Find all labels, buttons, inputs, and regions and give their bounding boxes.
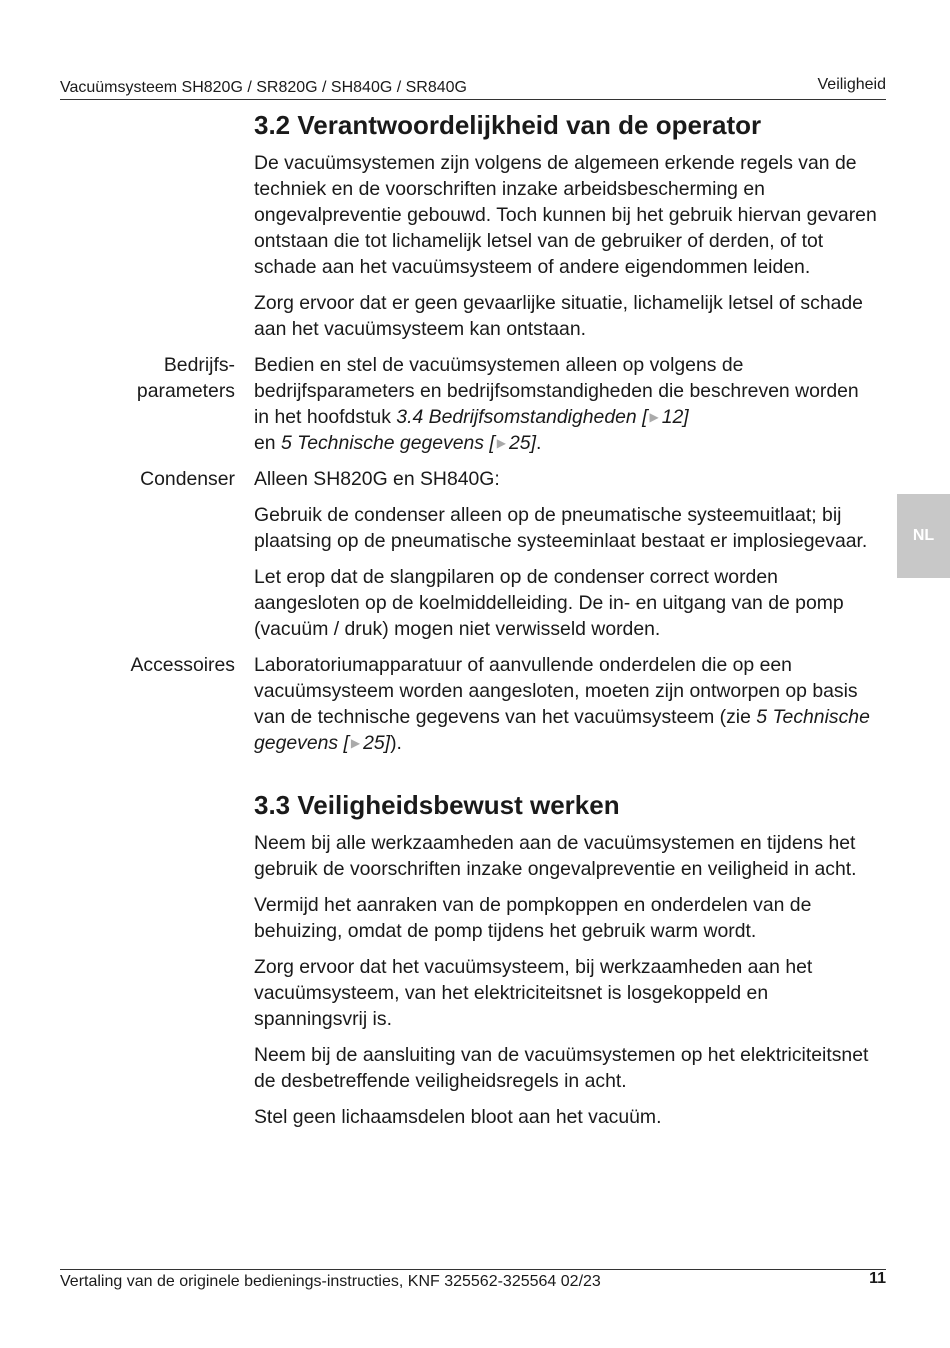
bedrijfsparameters-paragraph <box>254 352 879 456</box>
section-3-3-paragraph-5: Stel geen lichaamsdelen bloot aan het vacuüm. <box>254 1106 662 1129</box>
condenser-block <box>140 466 879 492</box>
bedrijfsparameters-block <box>136 352 879 456</box>
accessoires-text-1: Laboratoriumapparatuur of aanvullende onderdelen die op een vacuümsysteem worden aangesloten, moeten zijn ontworpen op basis van de technische gegevens van het vacuümsysteem (zie <box>254 654 858 729</box>
bedrijfsparameters-text-3: . <box>535 432 542 455</box>
section-3-3-title: 3.3 Veiligheidsbewust werken <box>254 790 620 821</box>
section-3-3-paragraph-3: Zorg ervoor dat het vacuümsysteem, bij werkzaamheden aan het vacuümsysteem, van het elektriciteitsnet is losgekoppeld en spanningsvrij is. <box>254 956 813 1031</box>
side-label-bedrijfsparameters-text: Bedrijfs- parameters <box>136 354 235 403</box>
page-arrow-icon: ▶ <box>496 436 507 451</box>
link-technische-gegevens-2-label: 5 Technische gegevens [ <box>254 706 870 755</box>
page-arrow-icon: ▶ <box>649 410 659 425</box>
link-technische-gegevens[interactable] <box>281 432 536 454</box>
link-technische-gegevens-page: 25] <box>509 432 536 455</box>
page-number: 11 <box>869 1270 886 1287</box>
accessoires-text-2: ). <box>390 732 402 755</box>
section-3-3-paragraph-2: Vermijd het aanraken van de pompkoppen en onderdelen van de behuizing, omdat de pomp tijdens het gebruik warm wordt. <box>254 894 812 943</box>
main-content <box>130 110 879 1140</box>
link-technische-gegevens-label: 5 Technische gegevens [ <box>280 432 495 455</box>
side-label-condenser: Condenser <box>140 468 235 491</box>
footer-rule <box>60 1269 886 1270</box>
section-3-2-paragraph-2: Zorg ervoor dat er geen gevaarlijke situatie, lichamelijk letsel of schade aan het vacuümsysteem kan ontstaan. <box>254 292 863 341</box>
condenser-paragraph-3: Let erop dat de slangpilaren op de condenser correct worden aangesloten op de koelmiddelleiding. De in- en uitgang van de pomp (vacuüm / druk) mogen niet verwisseld worden. <box>254 566 844 641</box>
side-label-bedrijfsparameters <box>35 352 235 404</box>
bedrijfsparameters-text-1: Bedien en stel de vacuümsystemen alleen op volgens de bedrijfsparameters en bedrijfsomstandigheden die beschreven worden in het hoofdstuk <box>254 354 859 429</box>
header-document-title: Vacuümsysteem SH820G / SR820G / SH840G / SR840G <box>60 79 467 96</box>
header-rule <box>60 99 886 100</box>
link-bedrijfsomstandigheden[interactable] <box>396 406 688 428</box>
header-section-name: Veiligheid <box>817 76 886 93</box>
section-3-3-paragraph-4: Neem bij de aansluiting van de vacuümsystemen op het elektriciteitsnet de desbetreffende veiligheidsregels in acht. <box>254 1044 869 1093</box>
section-3-2-paragraph-1: De vacuümsystemen zijn volgens de algemeen erkende regels van de techniek en de voorschriften inzake arbeidsbescherming en ongevalpreventie gebouwd. Toch kunnen bij het gebruik hiervan gevaren ontstaan die tot lichamelijk letsel van de gebruiker of derden, of tot schade aan het vacuümsysteem of andere eigendommen leiden. <box>254 152 877 279</box>
link-technische-gegevens-2-page: 25] <box>363 732 391 755</box>
language-tab: NL <box>897 494 950 578</box>
section-3-2-title: 3.2 Verantwoordelijkheid van de operator <box>254 110 762 140</box>
bedrijfsparameters-text-2: en <box>254 432 281 455</box>
section-3-3-paragraph-1: Neem bij alle werkzaamheden aan de vacuümsystemen en tijdens het gebruik de voorschriften inzake ongevalpreventie en veiligheid in acht. <box>254 832 857 881</box>
page-arrow-icon: ▶ <box>350 736 361 751</box>
condenser-paragraph-2: Gebruik de condenser alleen op de pneumatische systeemuitlaat; bij plaatsing op de pneumatische systeeminlaat bestaat er implosiegevaar. <box>254 504 868 553</box>
condenser-paragraph-1: Alleen SH820G en SH840G: <box>254 468 500 491</box>
side-label-accessoires: Accessoires <box>130 654 235 677</box>
accessoires-paragraph <box>254 652 879 756</box>
link-bedrijfsomstandigheden-label: 3.4 Bedrijfsomstandigheden [ <box>396 406 648 429</box>
link-bedrijfsomstandigheden-page: 12] <box>661 406 689 429</box>
footer-document-reference: Vertaling van de originele bedienings-instructies, KNF 325562-325564 02/23 <box>60 1273 601 1290</box>
accessoires-block <box>130 652 879 756</box>
